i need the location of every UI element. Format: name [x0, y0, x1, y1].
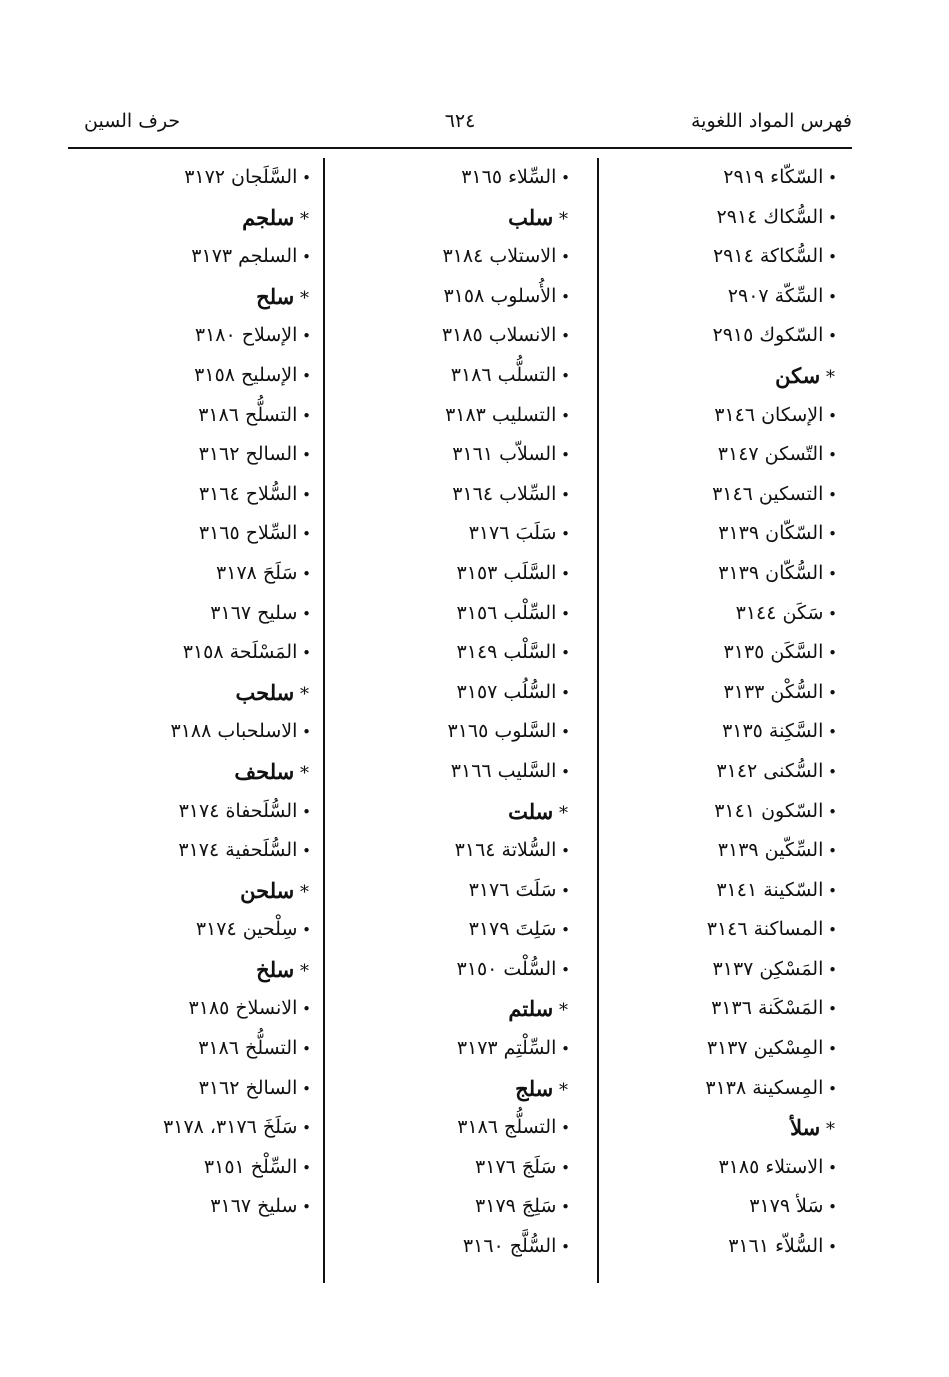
- index-entry: • السَّكِنة ٣١٣٥: [599, 712, 837, 752]
- index-entry: • الإسكان ٣١٤٦: [599, 396, 837, 436]
- index-entry: • التسلُّج ٣١٨٦: [352, 1108, 570, 1148]
- index-entry: • السِّلْتِم ٣١٧٣: [352, 1029, 570, 1069]
- index-entry: • السِّلاء ٣١٦٥: [352, 158, 570, 198]
- root-heading: * سلخ: [71, 950, 311, 990]
- index-entry: • السَّلْب ٣١٤٩: [352, 633, 570, 673]
- header-rule: [68, 147, 852, 149]
- index-entry: • سليح ٣١٦٧: [71, 594, 311, 634]
- index-entry: • المساكنة ٣١٤٦: [599, 910, 837, 950]
- index-column-left: [71, 158, 311, 1227]
- index-entry: • السُّلاح ٣١٦٤: [71, 475, 311, 515]
- index-entry: • السَّليب ٣١٦٦: [352, 752, 570, 792]
- index-entry: • المَسْكَنة ٣١٣٦: [599, 989, 837, 1029]
- index-entry: • السّكوك ٢٩١٥: [599, 316, 837, 356]
- index-entry: • السّكّان ٣١٣٩: [599, 514, 837, 554]
- index-entry: • الاستلاء ٣١٨٥: [599, 1148, 837, 1188]
- index-entry: • سَكَن ٣١٤٤: [599, 594, 837, 634]
- index-entry: • السَّلَب ٣١٥٣: [352, 554, 570, 594]
- index-entry: • السلاّب ٣١٦١: [352, 435, 570, 475]
- root-heading: * سلج: [352, 1069, 570, 1109]
- index-entry: • السلجم ٣١٧٣: [71, 237, 311, 277]
- index-entry: • السالخ ٣١٦٢: [71, 1069, 311, 1109]
- index-entry: • السّكون ٣١٤١: [599, 792, 837, 832]
- index-entry: • سَلَحَ ٣١٧٨: [71, 554, 311, 594]
- index-entry: • سَلِجَ ٣١٧٩: [352, 1187, 570, 1227]
- index-entry: • السُّكنى ٣١٤٢: [599, 752, 837, 792]
- root-heading: * سلت: [352, 792, 570, 832]
- index-entry: • السُّلاّء ٣١٦١: [599, 1227, 837, 1267]
- index-column-middle: [352, 158, 570, 1267]
- index-entry: • سَلِتَ ٣١٧٩: [352, 910, 570, 950]
- chapter-title: حرف السين: [84, 110, 181, 132]
- index-entry: • السالح ٣١٦٢: [71, 435, 311, 475]
- index-entry: • السُّكّان ٣١٣٩: [599, 554, 837, 594]
- index-entry: • الاستلاب ٣١٨٤: [352, 237, 570, 277]
- index-entry: • الإسلاح ٣١٨٠: [71, 316, 311, 356]
- index-entry: • سَلأ ٣١٧٩: [599, 1187, 837, 1227]
- index-entry: • التسكين ٣١٤٦: [599, 475, 837, 515]
- index-entry: • السِّكّين ٣١٣٩: [599, 831, 837, 871]
- index-entry: • الانسلاب ٣١٨٥: [352, 316, 570, 356]
- index-entry: • السِّلْب ٣١٥٦: [352, 594, 570, 634]
- index-entry: • المَسْكِن ٣١٣٧: [599, 950, 837, 990]
- index-entry: • الاسلحباب ٣١٨٨: [71, 712, 311, 752]
- root-heading: * سلح: [71, 277, 311, 317]
- root-heading: * سلتم: [352, 989, 570, 1029]
- index-entry: • السُّكاك ٢٩١٤: [599, 198, 837, 238]
- index-entry: • السَّكَن ٣١٣٥: [599, 633, 837, 673]
- index-entry: • السِّكّة ٢٩٠٧: [599, 277, 837, 317]
- root-heading: * سلأ: [599, 1108, 837, 1148]
- index-entry: • الأُسلوب ٣١٥٨: [352, 277, 570, 317]
- page-header: [68, 110, 852, 142]
- index-entry: • التسلُّب ٣١٨٦: [352, 356, 570, 396]
- index-entry: • المِسْكين ٣١٣٧: [599, 1029, 837, 1069]
- index-entry: • السُّلاتة ٣١٦٤: [352, 831, 570, 871]
- index-entry: • الإسليح ٣١٥٨: [71, 356, 311, 396]
- index-entry: • السُّلُب ٣١٥٧: [352, 673, 570, 713]
- index-column-right: [599, 158, 837, 1267]
- index-entry: • الانسلاخ ٣١٨٥: [71, 989, 311, 1029]
- index-entry: • السِّلْخ ٣١٥١: [71, 1148, 311, 1188]
- index-entry: • التسلُّح ٣١٨٦: [71, 396, 311, 436]
- index-entry: • السُّلَحفاة ٣١٧٤: [71, 792, 311, 832]
- index-entry: • سَلَبَ ٣١٧٦: [352, 514, 570, 554]
- index-entry: • السُّكْن ٣١٣٣: [599, 673, 837, 713]
- index-entry: • السَّلَجان ٣١٧٢: [71, 158, 311, 198]
- column-divider-left: [323, 158, 325, 1283]
- index-entry: • سَلَجَ ٣١٧٦: [352, 1148, 570, 1188]
- index-entry: • التسلُّخ ٣١٨٦: [71, 1029, 311, 1069]
- index-entry: • التسليب ٣١٨٣: [352, 396, 570, 436]
- index-entry: • سليخ ٣١٦٧: [71, 1187, 311, 1227]
- root-heading: * سلحب: [71, 673, 311, 713]
- index-entry: • السُّلْت ٣١٥٠: [352, 950, 570, 990]
- root-heading: * سكن: [599, 356, 837, 396]
- index-title: فهرس المواد اللغوية: [690, 110, 852, 132]
- index-entry: • السَّلوب ٣١٦٥: [352, 712, 570, 752]
- index-entry: • السُّلَحفية ٣١٧٤: [71, 831, 311, 871]
- index-entry: • المَسْلَحة ٣١٥٨: [71, 633, 311, 673]
- index-entry: • سَلَتَ ٣١٧٦: [352, 871, 570, 911]
- root-heading: * سلحف: [71, 752, 311, 792]
- index-entry: • المِسكينة ٣١٣٨: [599, 1069, 837, 1109]
- index-entry: • السِّلاح ٣١٦٥: [71, 514, 311, 554]
- index-entry: • التّسكن ٣١٤٧: [599, 435, 837, 475]
- index-entry: • السِّلاب ٣١٦٤: [352, 475, 570, 515]
- root-heading: * سلب: [352, 198, 570, 238]
- index-entry: • السّكّاء ٢٩١٩: [599, 158, 837, 198]
- page-number: ٦٢٤: [444, 110, 476, 132]
- root-heading: * سلجم: [71, 198, 311, 238]
- index-entry: • السُّلَّج ٣١٦٠: [352, 1227, 570, 1267]
- index-entry: • السُّكاكة ٢٩١٤: [599, 237, 837, 277]
- index-entry: • السّكينة ٣١٤١: [599, 871, 837, 911]
- root-heading: * سلحن: [71, 871, 311, 911]
- index-entry: • سِلْحين ٣١٧٤: [71, 910, 311, 950]
- index-entry: • سَلَخَ ٣١٧٦، ٣١٧٨: [71, 1108, 311, 1148]
